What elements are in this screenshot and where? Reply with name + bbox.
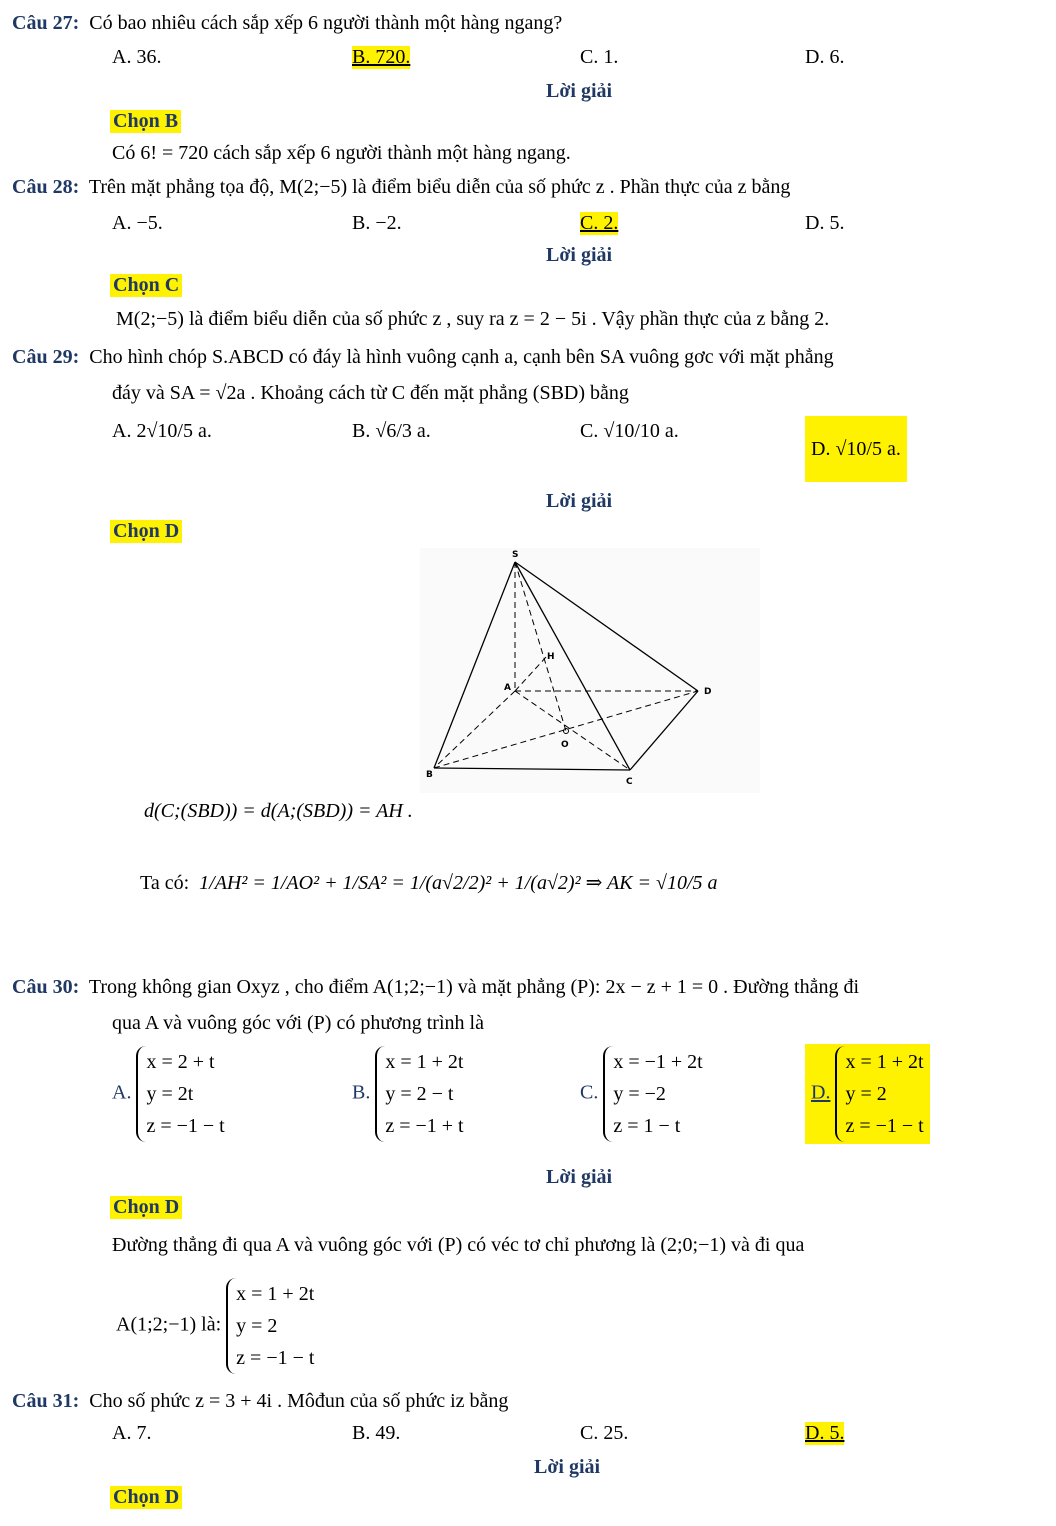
- sys-line: x = 1 + 2t: [845, 1051, 924, 1073]
- solution-heading: Lời giải: [546, 490, 613, 512]
- question-31: [12, 1390, 508, 1413]
- option-d: D. 5.: [805, 1422, 845, 1444]
- question-text: Có bao nhiêu cách sắp xếp 6 người thành một hàng ngang?: [89, 12, 563, 34]
- sys-line: z = −1 + t: [385, 1115, 464, 1137]
- sys-line: y = 2: [236, 1315, 278, 1337]
- question-30: [12, 976, 859, 999]
- solution-heading: Lời giải: [534, 1456, 601, 1478]
- equation-system: [375, 1046, 463, 1142]
- label-o: O: [561, 740, 569, 750]
- sys-line: y = 2 − t: [385, 1083, 454, 1105]
- question-label: Câu 30:: [12, 976, 80, 998]
- chosen-answer: Chọn D: [110, 1196, 182, 1219]
- option-a: [112, 1046, 225, 1142]
- question-28: [12, 176, 790, 199]
- option-d: [805, 1044, 930, 1144]
- question-29: [12, 346, 834, 369]
- solution-heading: Lời giải: [546, 244, 613, 266]
- solution-heading: Lời giải: [546, 80, 613, 102]
- option-letter: B.: [352, 1081, 371, 1104]
- question-text: Trong không gian Oxyz , cho điểm A(1;2;−1) và mặt phẳng (P): 2x − z + 1 = 0 . Đường thẳng đi: [88, 976, 860, 998]
- option-letter: C.: [580, 1081, 599, 1104]
- sys-line: y = 2: [845, 1083, 887, 1105]
- sys-line: z = −1 − t: [845, 1115, 924, 1137]
- question-text: Cho hình chóp S.ABCD có đáy là hình vuông cạnh a, cạnh bên SA vuông gơc với mặt phẳng: [89, 346, 834, 368]
- sys-line: z = −1 − t: [236, 1347, 315, 1369]
- question-text-2: đáy và SA = √2a . Khoảng cách từ C đến mặt phẳng (SBD) bằng: [112, 382, 629, 404]
- question-text: Cho số phức z = 3 + 4i . Môđun của số phức iz bằng: [89, 1390, 509, 1412]
- sys-line: x = 1 + 2t: [385, 1051, 464, 1073]
- option-b: B. √6/3 a.: [352, 420, 431, 442]
- option-c: C. 25.: [580, 1422, 629, 1444]
- chosen-answer: Chọn D: [110, 520, 182, 543]
- chosen-answer: Chọn B: [110, 110, 181, 133]
- question-text-2: qua A và vuông góc với (P) có phương trình là: [112, 1012, 484, 1034]
- result-prefix: A(1;2;−1) là:: [116, 1313, 222, 1336]
- question-text: Trên mặt phẳng tọa độ, M(2;−5) là điểm biểu diễn của số phức z . Phần thực của z bằng: [88, 176, 791, 198]
- figure-background: [420, 548, 760, 793]
- pyramid-figure: [420, 548, 760, 793]
- option-a: A. −5.: [112, 212, 163, 234]
- option-c: C. 1.: [580, 46, 619, 68]
- label-s: S: [512, 550, 519, 560]
- chosen-answer: Chọn D: [110, 1486, 182, 1509]
- sys-line: x = 1 + 2t: [236, 1283, 315, 1305]
- equation-prefix: Ta có:: [140, 872, 190, 894]
- question-label: Câu 31:: [12, 1390, 80, 1412]
- option-c: C. √10/10 a.: [580, 420, 679, 442]
- sys-line: z = 1 − t: [613, 1115, 681, 1137]
- equation-system: [835, 1046, 923, 1142]
- option-b: [352, 1046, 464, 1142]
- equation-system: [603, 1046, 702, 1142]
- solution-heading: Lời giải: [546, 1166, 613, 1188]
- label-b: B: [426, 770, 433, 780]
- explanation: Có 6! = 720 cách sắp xếp 6 người thành một hàng ngang.: [112, 142, 571, 164]
- option-d: D. 5.: [805, 212, 845, 234]
- explanation: Đường thẳng đi qua A và vuông góc với (P) có véc tơ chỉ phương là (2;0;−1) và đi qua: [112, 1234, 805, 1256]
- sys-line: x = −1 + 2t: [613, 1051, 703, 1073]
- label-a: A: [504, 683, 511, 693]
- option-b: B. −2.: [352, 212, 402, 234]
- label-d: D: [704, 687, 712, 697]
- option-a: A. 36.: [112, 46, 162, 68]
- option-letter: D.: [811, 1081, 831, 1104]
- result-system: [116, 1278, 314, 1374]
- sys-line: z = −1 − t: [146, 1115, 225, 1137]
- sys-line: y = 2t: [146, 1083, 194, 1105]
- label-h: H: [547, 652, 555, 662]
- question-label: Câu 29:: [12, 346, 80, 368]
- question-27: [12, 12, 562, 35]
- option-a: A. 7.: [112, 1422, 152, 1444]
- equation-system: [226, 1278, 314, 1374]
- sys-line: x = 2 + t: [146, 1051, 215, 1073]
- equation-line: [140, 870, 718, 895]
- equation-formula: 1/AH² = 1/AO² + 1/SA² = 1/(a√2/2)² + 1/(a√2)² ⇒ AK = √10/5 a: [199, 872, 718, 894]
- option-b: B. 720.: [352, 46, 411, 68]
- question-label: Câu 28:: [12, 176, 80, 198]
- option-d: D. 6.: [805, 46, 845, 68]
- option-a: A. 2√10/5 a.: [112, 420, 212, 442]
- label-c: C: [626, 777, 633, 787]
- sys-line: y = −2: [613, 1083, 666, 1105]
- option-d: D. √10/5 a.: [805, 416, 907, 482]
- option-c: [580, 1046, 703, 1142]
- equation-distance: d(C;(SBD)) = d(A;(SBD)) = AH .: [144, 800, 413, 822]
- explanation: M(2;−5) là điểm biểu diễn của số phức z , suy ra z = 2 − 5i . Vậy phần thực của z bằng 2.: [116, 308, 830, 330]
- question-label: Câu 27:: [12, 12, 80, 34]
- chosen-answer: Chọn C: [110, 274, 182, 297]
- option-letter: A.: [112, 1081, 132, 1104]
- option-c: C. 2.: [580, 212, 619, 234]
- equation-system: [136, 1046, 224, 1142]
- option-b: B. 49.: [352, 1422, 401, 1444]
